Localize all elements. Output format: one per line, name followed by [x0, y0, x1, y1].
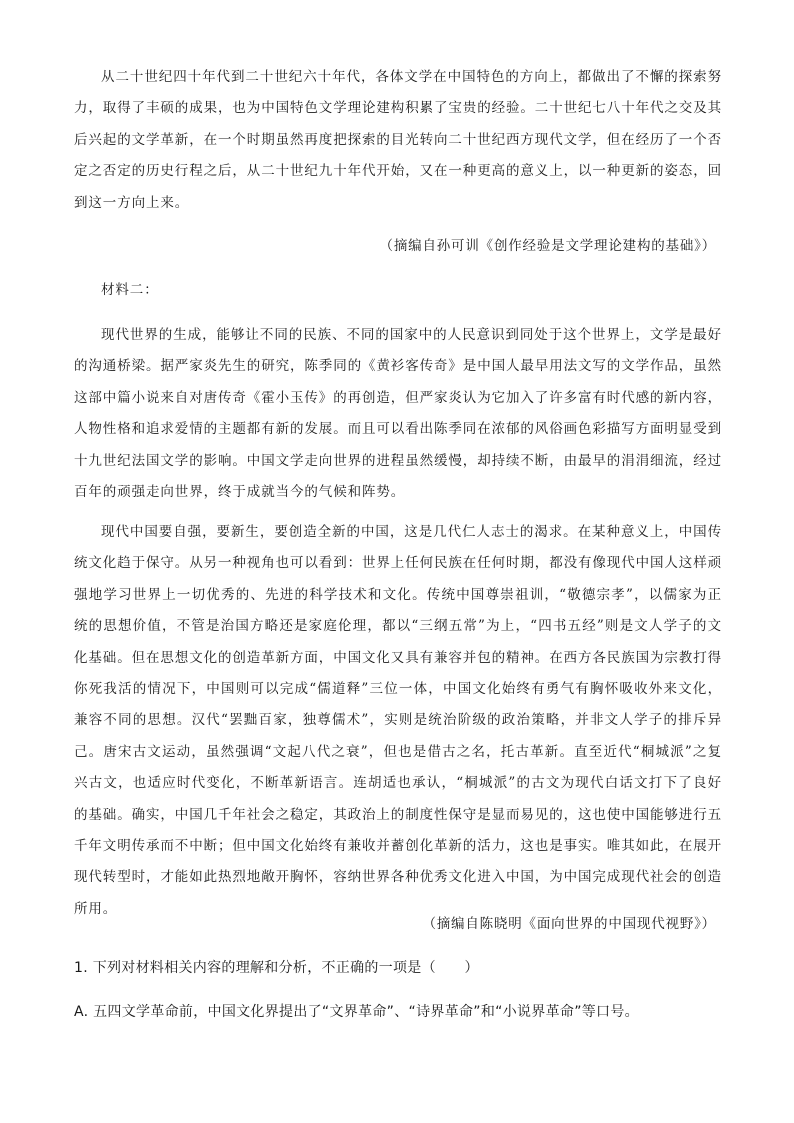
paragraph-2: 现代世界的生成，能够让不同的民族、不同的国家中的人民意识到同处于这个世界上，文学是最好的沟通桥梁。据严家炎先生的研究，陈季同的《黄衫客传奇》是中国人最早用法文写的文学作品，虽然这部中篇小说来自对唐传奇《霍小玉传》的再创造，但严家炎认为它加入了许多富有时代感的新内容，人物性格和追求爱情的主题都有新的发展。而且可以看出陈季同在浓郁的风俗画色彩描写方面明显受到十九世纪法国文学的影响。中国文学走向世界的进程虽然缓慢，却持续不断，由最早的涓涓细流，经过百年的顽强走向世界，终于成就当今的气候和阵势。: [74, 327, 722, 501]
paragraph-3: 现代中国要自强，要新生，要创造全新的中国，这是几代仁人志士的渴求。在某种意义上，中国传统文化趋于保守。从另一种视角也可以看到：世界上任何民族在任何时期，都没有像现代中国人这样顽强地学习世界上一切优秀的、先进的科学技术和文化。传统中国尊崇祖训，“敬德宗孝”，以儒家为正统的思想价值，不管是治国方略还是家庭伦理，都以“三纲五常”为上，“四书五经”则是文人学子的文化基础。但在思想文化的创造革新方面，中国文化又具有兼容并包的精神。在西方各民族国为宗教打得你死我活的情况下，中国则可以完成“儒道释”三位一体，中国文化始终有勇气有胸怀吸收外来文化，兼容不同的思想。汉代“罢黜百家，独尊儒术”，实则是统治阶级的政治策略，并非文人学子的排斥异己。唐宋古文运动，虽然强调“文起八代之衰”，但也是借古之名，托古革新。直至近代“桐城派”之复兴古文，也适应时代变化，不断革新语言。连胡适也承认，“桐城派”的古文为现代白话文打下了良好的基础。确实，中国几千年社会之稳定，其政治上的制度性保守是显而易见的，这也使中国能够进行五千年文明传承而不中断；但中国文化始终有兼收并蓄创化革新的活力，这也是事实。唯其如此，在展开现代转型时，才能如此热烈地敞开胸怀，容纳世界各种优秀文化进入中国，为中国完成现代社会的创造所用。: [74, 524, 722, 917]
source-citation-1: （摘编自孙可训《创作经验是文学理论建构的基础》）: [379, 238, 716, 254]
question-1-stem: 1. 下列对材料相关内容的理解和分析，不正确的一项是（ ）: [74, 960, 479, 976]
question-1-option-a: A. 五四文学革命前，中国文化界提出了“文界革命”、“诗界革命”和“小说界革命”等口号。: [74, 1004, 639, 1020]
paragraph-1: 从二十世纪四十年代到二十世纪六十年代，各体文学在中国特色的方向上，都做出了不懈的探索努力，取得了丰硕的成果，也为中国特色文学理论建构积累了宝贵的经验。二十世纪七八十年代之交及其后兴起的文学革新，在一个时期虽然再度把探索的目光转向二十世纪西方现代文学，但在经历了一个否定之否定的历史行程之后，从二十世纪九十年代开始，又在一种更高的意义上，以一种更新的姿态，回到这一方向上来。: [74, 69, 722, 211]
material-2-label: 材料二：: [101, 282, 159, 298]
source-citation-2: （摘编自陈晓明《面向世界的中国现代视野》）: [422, 916, 716, 932]
